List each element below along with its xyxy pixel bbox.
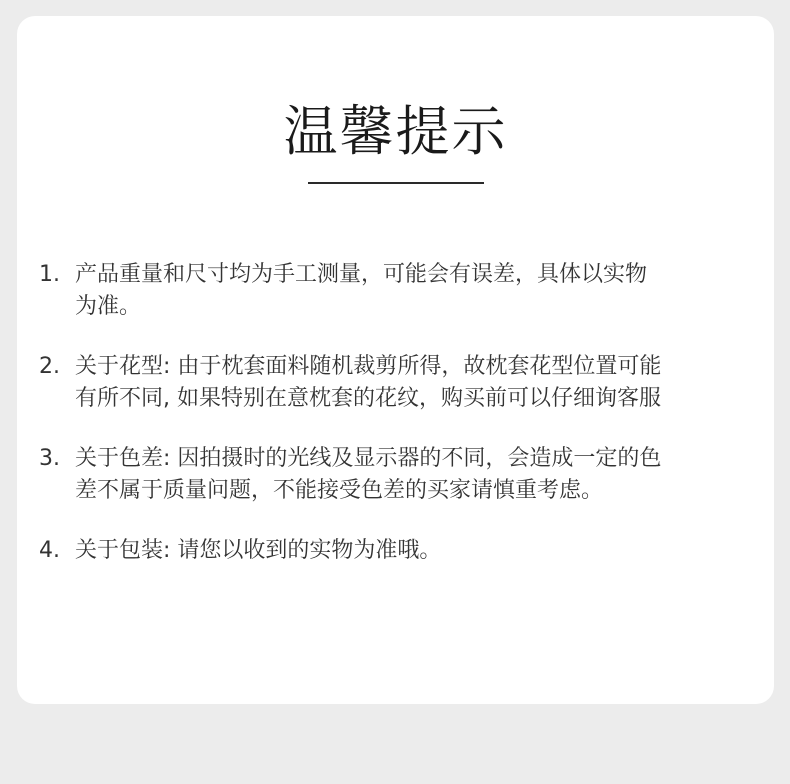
notice-item bbox=[39, 535, 759, 567]
notice-card bbox=[17, 16, 774, 704]
notice-list bbox=[39, 259, 759, 567]
notice-item-number: 4. bbox=[39, 538, 60, 563]
notice-item-number: 1. bbox=[39, 262, 60, 287]
notice-title: 温馨提示 bbox=[283, 100, 508, 163]
notice-item bbox=[39, 351, 759, 415]
notice-item-number: 3. bbox=[39, 446, 60, 471]
notice-item-text: 产品重量和尺寸均为手工测量，可能会有误差，具体以实物 bbox=[75, 262, 648, 287]
notice-item bbox=[39, 259, 759, 323]
notice-item-text: 有所不同, 如果特别在意枕套的花纹，购买前可以仔细询客服 bbox=[75, 386, 661, 411]
notice-item-text: 关于色差: 因拍摄时的光线及显示器的不同，会造成一定的色 bbox=[75, 446, 662, 471]
notice-item-text: 关于包装: 请您以收到的实物为准哦。 bbox=[75, 538, 442, 563]
notice-item-text: 差不属于质量问题，不能接受色差的买家请慎重考虑。 bbox=[75, 478, 604, 503]
title-divider bbox=[308, 182, 484, 184]
notice-item-number: 2. bbox=[39, 354, 60, 379]
notice-item-text: 关于花型: 由于枕套面料随机裁剪所得，故枕套花型位置可能 bbox=[75, 354, 662, 379]
notice-item bbox=[39, 443, 759, 507]
notice-item-text: 为准。 bbox=[75, 294, 142, 319]
